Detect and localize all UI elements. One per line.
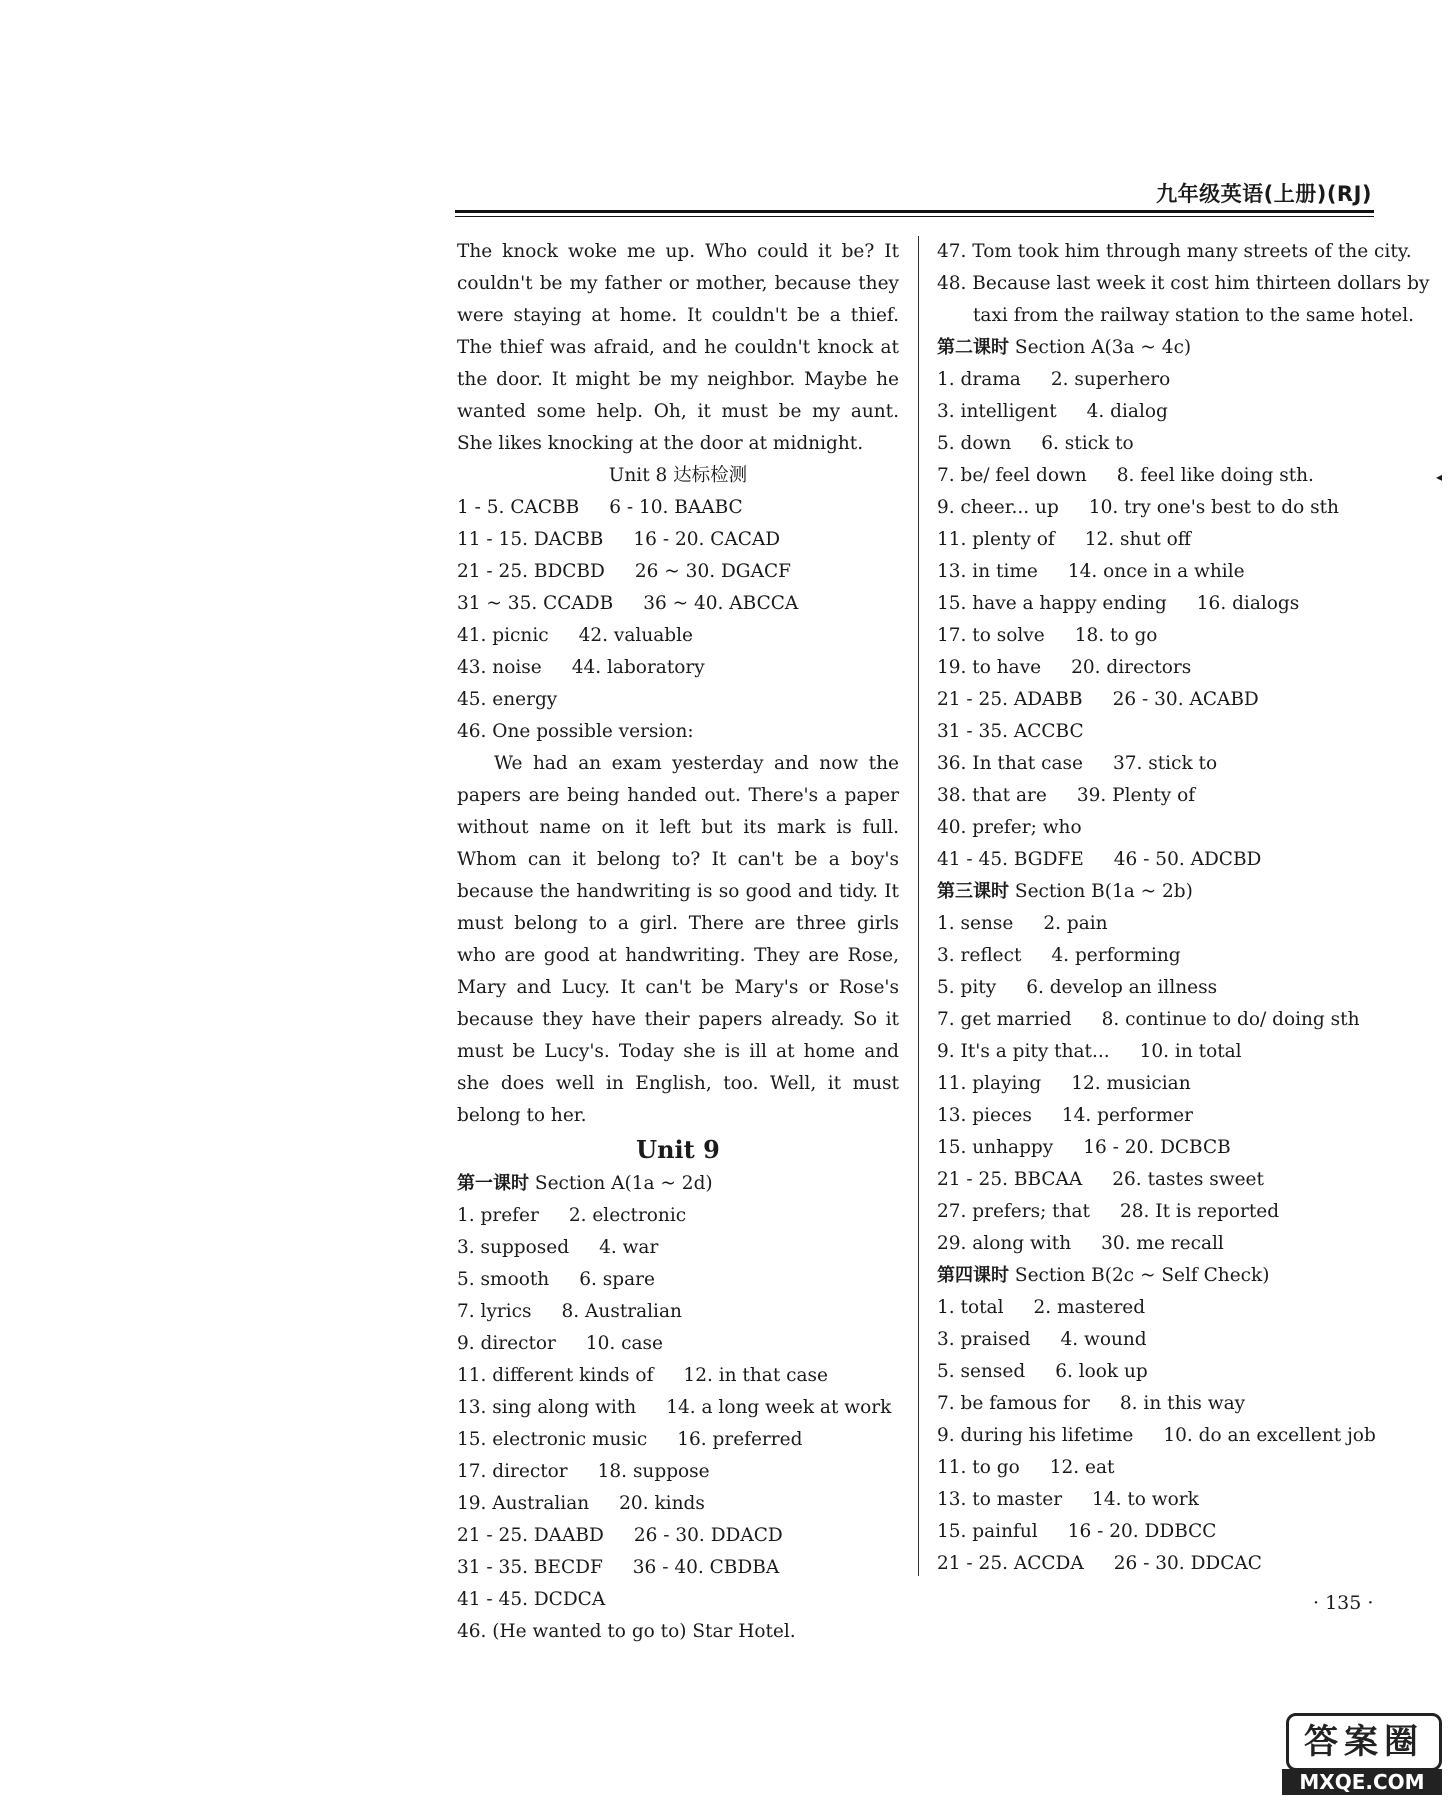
header-rule-thin [455, 216, 1374, 217]
answer-item: 18. suppose [597, 1461, 710, 1482]
answer-48-cont: taxi from the railway station to the same hotel. [973, 305, 1415, 326]
answer-item: 14. a long week at work [666, 1397, 892, 1418]
section3-range: Section B(1a ~ 2b) [1014, 881, 1193, 902]
answer-line [937, 940, 1387, 972]
answer-item: 11. playing [937, 1073, 1042, 1094]
answer-item: 26. tastes sweet [1112, 1169, 1264, 1190]
answer-item: 45. energy [457, 689, 558, 710]
answer-item: 14. once in a while [1067, 561, 1245, 582]
left-column [457, 236, 899, 1648]
answer-item: 6 - 10. BAABC [609, 497, 743, 518]
answer-line [937, 1100, 1387, 1132]
answer-item: 10. try one's best to do sth [1088, 497, 1339, 518]
answer-item: 3. praised [937, 1329, 1031, 1350]
answer-item: 6. stick to [1041, 433, 1134, 454]
answer-item: 4. wound [1060, 1329, 1147, 1350]
section4-answer-list [937, 1292, 1387, 1580]
answer-line [457, 1616, 899, 1648]
answer-item: 15. painful [937, 1521, 1038, 1542]
answer-item: 26 - 30. DDCAC [1113, 1553, 1262, 1574]
answer-item: 26 - 30. ACABD [1112, 689, 1259, 710]
answer-item: 2. electronic [568, 1205, 687, 1226]
answer-line [937, 1356, 1387, 1388]
book-title: 九年级英语(上册)(RJ) [1156, 182, 1372, 206]
answer-item: 26 - 30. DDACD [633, 1525, 783, 1546]
answer-line [457, 1488, 899, 1520]
answer-item: 26 ~ 30. DGACF [634, 561, 791, 582]
section2-lesson: 第二课时 [937, 337, 1009, 358]
answer-item: 21 - 25. BDCBD [457, 561, 605, 582]
answer-item: 30. me recall [1101, 1233, 1224, 1254]
answer-line [937, 460, 1387, 492]
answer-item: 36. In that case [937, 753, 1083, 774]
answer-item: 2. mastered [1033, 1297, 1146, 1318]
answer-item: 21 - 25. DAABD [457, 1525, 604, 1546]
answer-item: 13. to master [937, 1489, 1063, 1510]
answer-item: 6. spare [579, 1269, 655, 1290]
answer-item: 2. superhero [1050, 369, 1171, 390]
answer-line [937, 908, 1387, 940]
answer-item: 7. be/ feel down [937, 465, 1087, 486]
answer-line [937, 1196, 1387, 1228]
answer-item: 3. reflect [937, 945, 1022, 966]
answer-line [937, 844, 1387, 876]
answer-item: 12. shut off [1084, 529, 1191, 550]
answer-item: 15. electronic music [457, 1429, 648, 1450]
answer-item: 1. total [937, 1297, 1004, 1318]
answer-item: 6. look up [1055, 1361, 1148, 1382]
answer-item: 11 - 15. DACBB [457, 529, 604, 550]
answer-item: 3. intelligent [937, 401, 1057, 422]
answer-item: 12. eat [1049, 1457, 1115, 1478]
answer-line [457, 1424, 899, 1456]
answer-line [457, 1360, 899, 1392]
answer-line [457, 1520, 899, 1552]
answer-item: 41 - 45. DCDCA [457, 1589, 606, 1610]
site-watermark [1282, 1713, 1446, 1797]
answer-item: 20. kinds [619, 1493, 705, 1514]
section1-lesson: 第一课时 [457, 1173, 529, 1194]
answer-line [937, 1164, 1387, 1196]
answer-item: 17. director [457, 1461, 568, 1482]
answer-item: 19. Australian [457, 1493, 590, 1514]
answer-item: 19. to have [937, 657, 1042, 678]
answer-line [937, 1132, 1387, 1164]
answer-line [457, 524, 899, 556]
answer-line [937, 1292, 1387, 1324]
answer-line [937, 1068, 1387, 1100]
answer-item: 46 - 50. ADCBD [1113, 849, 1262, 870]
answer-line [937, 1420, 1387, 1452]
answer-line [937, 716, 1387, 748]
answer-line [457, 1584, 899, 1616]
answer-item: 41. picnic [457, 625, 549, 646]
answer-item: 39. Plenty of [1076, 785, 1196, 806]
answer-item: 9. director [457, 1333, 556, 1354]
answer-line [937, 396, 1387, 428]
section4-lesson: 第四课时 [937, 1265, 1009, 1286]
answer-item: 14. performer [1061, 1105, 1193, 1126]
answer-line [937, 1548, 1387, 1580]
header-rule-thick [455, 210, 1374, 213]
answer-item: 21 - 25. ADABB [937, 689, 1083, 710]
answer-line [457, 716, 899, 748]
answer-item: 10. in total [1139, 1041, 1242, 1062]
answer-line [457, 588, 899, 620]
column-divider [918, 236, 919, 1576]
answer-line [457, 1392, 899, 1424]
answer-item: 4. war [599, 1237, 659, 1258]
answer-item: 12. in that case [683, 1365, 828, 1386]
section2-heading [937, 332, 1387, 364]
answer-line [937, 1004, 1387, 1036]
section3-answer-list [937, 908, 1387, 1260]
answer-line [937, 1484, 1387, 1516]
answer-line [937, 588, 1387, 620]
answer-item: 6. develop an illness [1026, 977, 1218, 998]
answer-line [457, 652, 899, 684]
answer-item: 28. It is reported [1120, 1201, 1280, 1222]
answer-item: 1 - 5. CACBB [457, 497, 580, 518]
answer-item: 16 - 20. DDBCC [1067, 1521, 1217, 1542]
answer-item: 4. performing [1051, 945, 1181, 966]
answer-item: 15. have a happy ending [937, 593, 1167, 614]
answer-item: 12. musician [1071, 1073, 1191, 1094]
margin-mark: ◂ [1436, 470, 1443, 484]
answer-line [937, 1036, 1387, 1068]
answer-item: 8. Australian [561, 1301, 682, 1322]
answer-item: 9. cheer... up [937, 497, 1059, 518]
answer-item: 14. to work [1092, 1489, 1199, 1510]
answer-item: 44. laboratory [571, 657, 705, 678]
answer-line [937, 556, 1387, 588]
answer-item: 3. supposed [457, 1237, 570, 1258]
answer-item: 5. sensed [937, 1361, 1026, 1382]
answer-47: 47. Tom took him through many streets of the city. [937, 241, 1412, 262]
answer-item: 7. get married [937, 1009, 1072, 1030]
answer-item: 36 ~ 40. ABCCA [643, 593, 799, 614]
section1-range: Section A(1a ~ 2d) [534, 1173, 713, 1194]
answer-item: 41 - 45. BGDFE [937, 849, 1084, 870]
section3-lesson: 第三课时 [937, 881, 1009, 902]
story-passage: The knock woke me up. Who could it be? It couldn't be my father or mother, because they were staying at home. It couldn't be a thief. The thief was afraid, and he couldn't knock at the door. It might be my neighbor. Maybe he wanted some help. Oh, it must be my aunt. She likes knocking at the door at midnight. [457, 241, 899, 454]
answer-line [457, 1264, 899, 1296]
answer-item: 17. to solve [937, 625, 1045, 646]
page-number: · 135 · [1313, 1592, 1374, 1614]
answer-item: 37. stick to [1112, 753, 1218, 774]
answer-line [937, 684, 1387, 716]
answer-line [457, 556, 899, 588]
answer-line [937, 780, 1387, 812]
answer-item: 11. plenty of [937, 529, 1055, 550]
answer-item: 2. pain [1043, 913, 1108, 934]
answer-line [937, 748, 1387, 780]
section2-range: Section A(3a ~ 4c) [1014, 337, 1192, 358]
answer-line [937, 428, 1387, 460]
right-column [937, 236, 1430, 1580]
answer-line [457, 1232, 899, 1264]
answer-line [937, 492, 1387, 524]
answer-line [457, 620, 899, 652]
answer-item: 40. prefer; who [937, 817, 1082, 838]
answer-item: 42. valuable [578, 625, 693, 646]
answer-line [937, 1388, 1387, 1420]
answer-item: 21 - 25. BBCAA [937, 1169, 1083, 1190]
answer-line [937, 972, 1387, 1004]
answer-line [937, 364, 1387, 396]
answer-line [457, 1552, 899, 1584]
answer-item: 27. prefers; that [937, 1201, 1090, 1222]
answer-item: 13. pieces [937, 1105, 1032, 1126]
answer-item: 5. smooth [457, 1269, 550, 1290]
answer-item: 4. dialog [1086, 401, 1168, 422]
unit8-heading: Unit 8 达标检测 [608, 465, 748, 486]
answer-item: 20. directors [1071, 657, 1192, 678]
unit8-answer-list [457, 492, 899, 748]
section1-heading [457, 1168, 899, 1200]
answer-item: 46. One possible version: [457, 721, 694, 742]
answer-item: 15. unhappy [937, 1137, 1054, 1158]
answer-item: 9. It's a pity that... [937, 1041, 1110, 1062]
answer-item: 16. preferred [677, 1429, 803, 1450]
answer-line [937, 620, 1387, 652]
answer-line [937, 652, 1387, 684]
answer-item: 21 - 25. ACCDA [937, 1553, 1084, 1574]
answer-item: 16. dialogs [1196, 593, 1300, 614]
answer-line [937, 1452, 1387, 1484]
answer-item: 31 - 35. ACCBC [937, 721, 1084, 742]
answer-item: 8. in this way [1119, 1393, 1246, 1414]
answer-line [937, 524, 1387, 556]
answer-item: 5. pity [937, 977, 997, 998]
answer-item: 8. feel like doing sth. [1116, 465, 1314, 486]
answer-item: 1. drama [937, 369, 1021, 390]
answer-line [457, 1200, 899, 1232]
answer-48: 48. Because last week it cost him thirteen dollars by [937, 273, 1430, 294]
answer-item: 1. sense [937, 913, 1014, 934]
section2-answer-list [937, 364, 1387, 876]
answer-item: 8. continue to do/ doing sth [1101, 1009, 1360, 1030]
answer-item: 11. different kinds of [457, 1365, 654, 1386]
answer-line [457, 1456, 899, 1488]
answer-item: 16 - 20. DCBCB [1083, 1137, 1231, 1158]
answer-item: 13. sing along with [457, 1397, 637, 1418]
answer-item: 31 ~ 35. CCADB [457, 593, 614, 614]
answer-item: 18. to go [1074, 625, 1158, 646]
answer-item: 38. that are [937, 785, 1047, 806]
answer-line [457, 1328, 899, 1360]
answer-line [457, 492, 899, 524]
watermark-url: MXQE.COM [1282, 1769, 1442, 1795]
answer-item: 11. to go [937, 1457, 1020, 1478]
unit9-title: Unit 9 [636, 1135, 720, 1164]
answer-item: 10. case [585, 1333, 663, 1354]
answer-item: 31 - 35. BECDF [457, 1557, 603, 1578]
answer-item: 5. down [937, 433, 1012, 454]
answer-item: 10. do an excellent job [1163, 1425, 1376, 1446]
answer-item: 16 - 20. CACAD [633, 529, 781, 550]
answer-item: 46. (He wanted to go to) Star Hotel. [457, 1621, 796, 1642]
section3-heading [937, 876, 1387, 908]
answer-item: 9. during his lifetime [937, 1425, 1134, 1446]
answer-line [457, 684, 899, 716]
answer-line [937, 812, 1387, 844]
answer-line [937, 1324, 1387, 1356]
answer-item: 1. prefer [457, 1205, 539, 1226]
answer-item: 7. be famous for [937, 1393, 1090, 1414]
section1-answer-list [457, 1200, 899, 1648]
answer-item: 7. lyrics [457, 1301, 532, 1322]
watermark-logo: 答案圈 [1286, 1713, 1442, 1771]
answer-line [457, 1296, 899, 1328]
section4-range: Section B(2c ~ Self Check) [1014, 1265, 1270, 1286]
answer-line [937, 1228, 1387, 1260]
answer-item: 36 - 40. CBDBA [632, 1557, 780, 1578]
answer-item: 29. along with [937, 1233, 1072, 1254]
writing-sample: We had an exam yesterday and now the papers are being handed out. There's a paper without name on it left but its mark is full. Whom can it belong to? It can't be a boy's because the handwriting is so good and tidy. It must belong to a girl. There are three girls who are good at handwriting. They are Rose, Mary and Lucy. It can't be Mary's or Rose's because they have their papers already. So it must be Lucy's. Today she is ill at home and she does well in English, too. Well, it must belong to her. [457, 753, 899, 1126]
answer-line [937, 1516, 1387, 1548]
answer-item: 13. in time [937, 561, 1038, 582]
section4-heading [937, 1260, 1387, 1292]
answer-item: 43. noise [457, 657, 542, 678]
